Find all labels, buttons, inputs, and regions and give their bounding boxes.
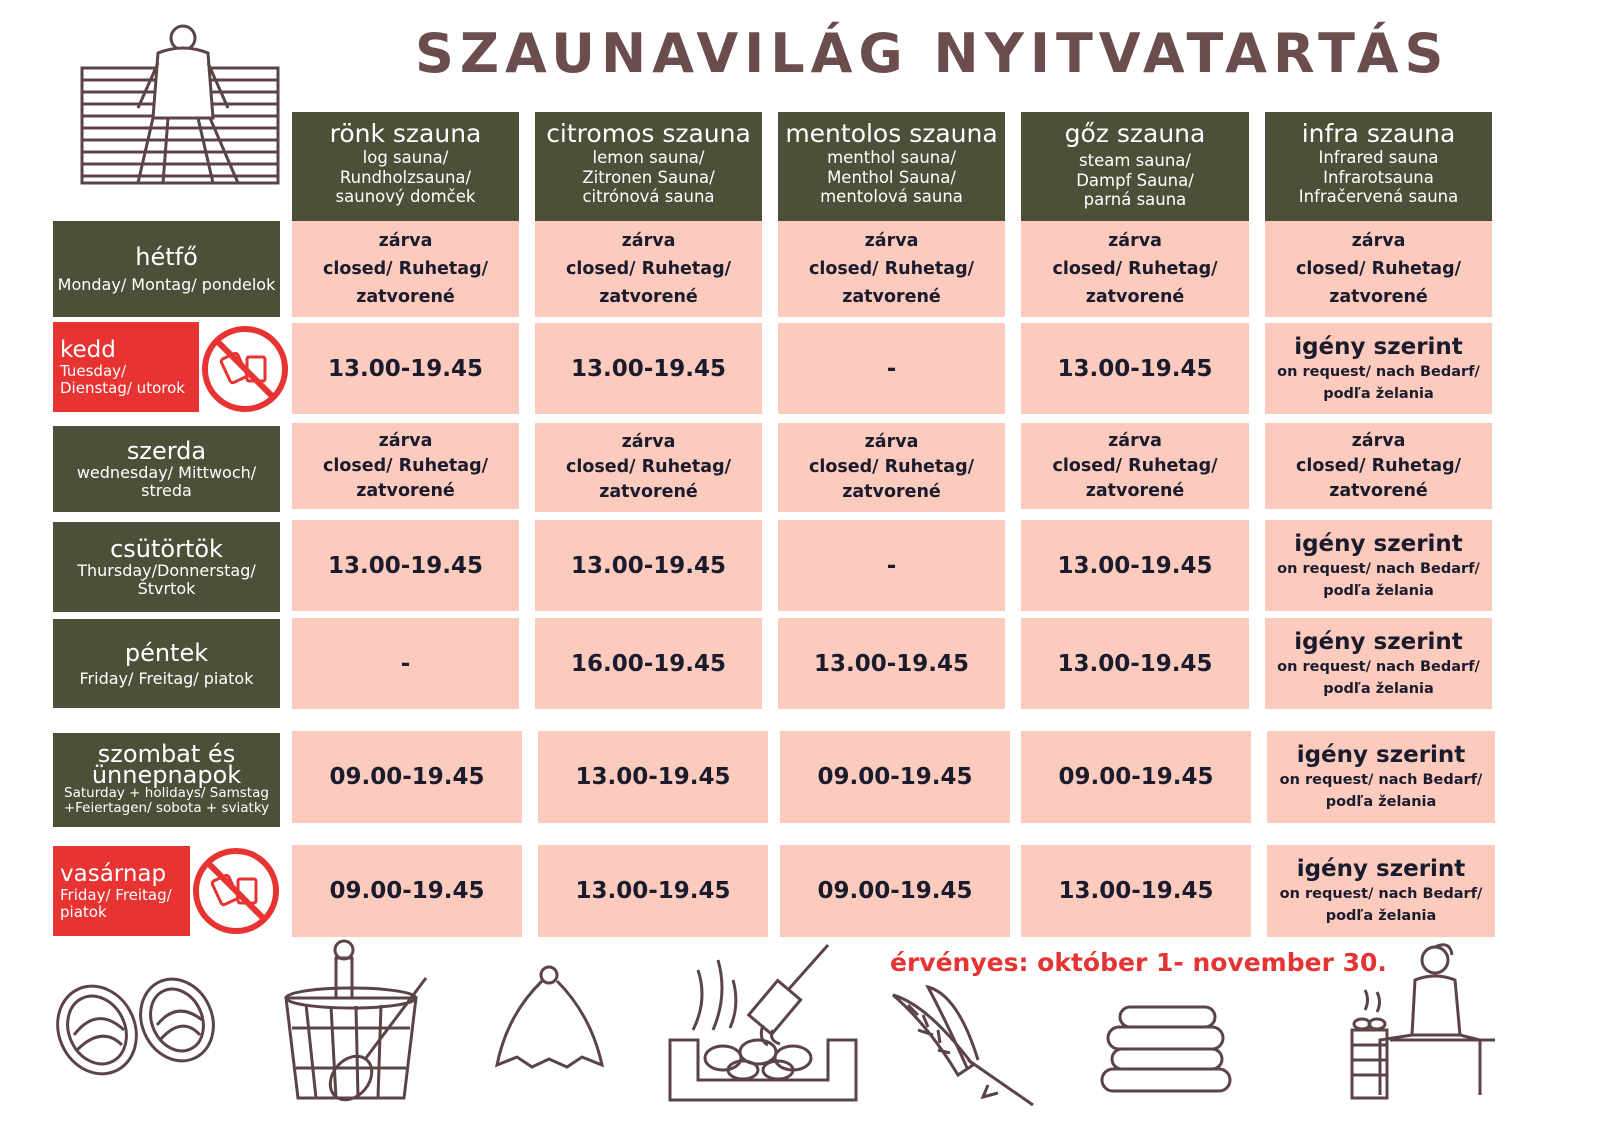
day-title: péntek	[124, 638, 209, 667]
schedule-cell-monday-lemon	[535, 221, 762, 317]
schedule-cell-wednesday-infra	[1265, 423, 1492, 509]
day-title: szombat és	[97, 740, 236, 768]
closed-text: zárva	[1351, 430, 1406, 451]
request-text: podľa želania	[1323, 680, 1434, 697]
sitting-person-icon	[1350, 940, 1498, 1100]
request-text: on request/ nach Bedarf/	[1279, 886, 1483, 902]
day-subtitle: Friday/ Freitag/ piatok	[79, 668, 254, 688]
schedule-cell-saturday-infra	[1267, 731, 1495, 823]
schedule-cell-friday-menthol	[778, 618, 1005, 709]
time-text: 13.00-19.45	[1057, 552, 1213, 579]
closed-text: zatvorené	[356, 287, 455, 307]
request-text: on request/ nach Bedarf/	[1277, 560, 1480, 577]
time-text: 09.00-19.45	[817, 878, 973, 904]
closed-text: closed/ Ruhetag/	[565, 457, 732, 477]
time-text: 16.00-19.45	[570, 650, 727, 677]
day-subtitle: +Feiertagen/ sobota + sviatky	[63, 800, 270, 816]
birch-whisk-icon	[888, 985, 1038, 1110]
schedule-cell-wednesday-log	[292, 423, 519, 509]
schedule-cell-sunday-log	[292, 845, 522, 937]
column-header-infra-sauna	[1265, 112, 1492, 221]
closed-text: closed/ Ruhetag/	[322, 455, 489, 476]
column-title: citromos szauna	[546, 119, 751, 148]
closed-text: zatvorené	[842, 482, 941, 502]
closed-text: zatvorené	[1085, 287, 1185, 307]
closed-text: zatvorené	[356, 480, 455, 501]
schedule-cell-monday-menthol	[778, 221, 1005, 317]
column-subtitle: Dampf Sauna/	[1076, 170, 1194, 190]
schedule-cell-wednesday-steam	[1021, 423, 1249, 509]
schedule-cell-saturday-menthol	[780, 731, 1010, 823]
towels-icon	[1100, 1005, 1235, 1093]
column-header-steam-sauna	[1021, 112, 1249, 221]
day-subtitle: Saturday + holidays/ Samstag	[64, 785, 269, 801]
schedule-cell-sunday-menthol	[780, 845, 1010, 937]
column-subtitle: saunový domček	[335, 187, 476, 206]
request-text: igény szerint	[1296, 856, 1466, 882]
closed-text: zárva	[378, 231, 433, 251]
day-label-thursday	[53, 522, 280, 612]
closed-text: closed/ Ruhetag/	[808, 457, 975, 477]
column-title: mentolos szauna	[785, 119, 998, 148]
day-label-saturday	[53, 733, 280, 827]
schedule-cell-monday-infra	[1265, 221, 1492, 317]
column-subtitle: mentolová sauna	[820, 187, 963, 206]
schedule-cell-thursday-menthol	[778, 520, 1005, 611]
closed-text: zatvorené	[1085, 480, 1185, 501]
no-sauna-ritual-icon	[192, 847, 280, 935]
closed-text: closed/ Ruhetag/	[1295, 455, 1462, 476]
time-text: -	[400, 650, 411, 677]
time-text: 13.00-19.45	[570, 355, 727, 382]
closed-text: zárva	[621, 432, 676, 452]
schedule-cell-saturday-lemon	[538, 731, 768, 823]
time-text: -	[886, 552, 897, 579]
day-subtitle: Dienstag/ utorok	[60, 378, 185, 397]
column-subtitle: Menthol Sauna/	[827, 167, 956, 187]
column-subtitle: menthol sauna/	[827, 148, 956, 167]
slippers-icon	[52, 975, 222, 1080]
request-text: igény szerint	[1296, 742, 1466, 768]
request-text: podľa želania	[1323, 385, 1434, 402]
day-subtitle: streda	[141, 481, 192, 500]
closed-text: zárva	[378, 430, 433, 451]
column-subtitle: Infrared sauna	[1318, 148, 1439, 167]
schedule-cell-sunday-infra	[1267, 845, 1495, 937]
closed-text: closed/ Ruhetag/	[1052, 259, 1218, 279]
time-text: 13.00-19.45	[1058, 878, 1214, 904]
time-text: 13.00-19.45	[1057, 355, 1213, 382]
day-label-sunday	[53, 846, 190, 936]
schedule-cell-sunday-lemon	[538, 845, 768, 937]
day-title: vasárnap	[60, 860, 167, 887]
stones-brush-icon	[668, 940, 858, 1105]
closed-text: closed/ Ruhetag/	[565, 259, 732, 279]
time-text: 09.00-19.45	[1058, 764, 1214, 790]
day-label-monday	[53, 221, 280, 317]
day-title: ünnepnapok	[91, 761, 242, 789]
request-text: podľa želania	[1325, 908, 1437, 924]
closed-text: zárva	[1108, 430, 1162, 451]
schedule-cell-saturday-log	[292, 731, 522, 823]
closed-text: zatvorené	[599, 482, 698, 502]
closed-text: closed/ Ruhetag/	[1052, 455, 1218, 476]
schedule-cell-friday-infra	[1265, 618, 1492, 709]
closed-text: zárva	[621, 231, 676, 251]
time-text: 09.00-19.45	[329, 878, 485, 904]
day-subtitle: piatok	[60, 902, 107, 921]
time-text: 13.00-19.45	[570, 552, 727, 579]
time-text: 09.00-19.45	[329, 764, 485, 790]
schedule-cell-thursday-steam	[1021, 520, 1249, 611]
bucket-ladle-icon	[276, 938, 431, 1106]
day-title: szerda	[126, 437, 207, 465]
time-text: 13.00-19.45	[327, 552, 484, 579]
day-subtitle: Friday/ Freitag/	[60, 885, 172, 904]
request-text: igény szerint	[1294, 333, 1463, 360]
column-subtitle: log sauna/	[362, 148, 449, 167]
schedule-cell-wednesday-menthol	[778, 423, 1005, 512]
schedule-cell-friday-steam	[1021, 618, 1249, 709]
schedule-cell-sunday-steam	[1021, 845, 1251, 937]
column-subtitle: parná sauna	[1083, 190, 1187, 209]
day-subtitle: Monday/ Montag/ pondelok	[57, 275, 276, 294]
schedule-cell-tuesday-steam	[1021, 323, 1249, 414]
closed-text: closed/ Ruhetag/	[322, 259, 489, 279]
column-subtitle: Infračervená sauna	[1298, 187, 1459, 206]
time-text: 13.00-19.45	[1057, 650, 1213, 677]
column-subtitle: steam sauna/	[1079, 151, 1191, 170]
closed-text: zatvorené	[1329, 480, 1428, 501]
closed-text: closed/ Ruhetag/	[808, 259, 975, 279]
column-subtitle: Infrarotsauna	[1323, 167, 1434, 187]
time-text: 13.00-19.45	[327, 355, 484, 382]
request-text: on request/ nach Bedarf/	[1277, 363, 1480, 380]
schedule-cell-tuesday-infra	[1265, 323, 1492, 414]
schedule-cell-thursday-infra	[1265, 520, 1492, 611]
column-header-lemon-sauna	[535, 112, 762, 221]
schedule-cell-tuesday-lemon	[535, 323, 762, 414]
column-header-log-sauna	[292, 112, 519, 221]
sauna-hat-icon	[487, 965, 612, 1075]
column-title: gőz szauna	[1064, 119, 1206, 148]
day-subtitle: Tuesday/	[60, 361, 127, 380]
time-text: 13.00-19.45	[575, 878, 731, 904]
time-text: 13.00-19.45	[813, 650, 970, 677]
column-header-menthol-sauna	[778, 112, 1005, 221]
request-text: podľa želania	[1325, 794, 1437, 810]
column-title: rönk szauna	[329, 119, 482, 148]
schedule-cell-tuesday-log	[292, 323, 519, 414]
time-text: 09.00-19.45	[817, 764, 973, 790]
day-subtitle: Thursday/Donnerstag/	[77, 561, 256, 580]
day-subtitle: Štvrtok	[137, 579, 196, 598]
time-text: 13.00-19.45	[575, 764, 731, 790]
day-title: kedd	[60, 336, 116, 363]
request-text: podľa želania	[1323, 582, 1434, 599]
day-title: hétfő	[135, 243, 198, 271]
closed-text: zárva	[864, 231, 919, 251]
closed-text: zárva	[864, 432, 919, 452]
schedule-cell-thursday-log	[292, 520, 519, 611]
schedule-cell-saturday-steam	[1021, 731, 1251, 823]
day-title: csütörtök	[110, 535, 223, 563]
day-label-friday	[53, 619, 280, 708]
closed-text: zatvorené	[842, 287, 941, 307]
closed-text: zatvorené	[599, 287, 698, 307]
schedule-cell-wednesday-lemon	[535, 423, 762, 512]
request-text: on request/ nach Bedarf/	[1277, 658, 1480, 675]
schedule-cell-tuesday-menthol	[778, 323, 1005, 414]
schedule-cell-friday-log	[292, 618, 519, 709]
column-subtitle: lemon sauna/	[592, 148, 705, 167]
schedule-cell-monday-steam	[1021, 221, 1249, 317]
request-text: on request/ nach Bedarf/	[1279, 772, 1483, 788]
closed-text: zatvorené	[1329, 287, 1428, 307]
time-text: -	[886, 355, 897, 382]
no-sauna-ritual-icon	[201, 325, 289, 413]
schedule-cell-thursday-lemon	[535, 520, 762, 611]
column-subtitle: Zitronen Sauna/	[582, 167, 715, 187]
day-subtitle: wednesday/ Mittwoch/	[76, 463, 257, 482]
column-subtitle: citrónová sauna	[582, 187, 715, 206]
validity-text: érvényes: október 1- november 30.	[890, 948, 1387, 977]
column-subtitle: Rundholzsauna/	[339, 167, 472, 187]
closed-text: zárva	[1108, 231, 1162, 251]
page-title: SZAUNAVILÁG NYITVATARTÁS	[415, 22, 1450, 85]
request-text: igény szerint	[1294, 628, 1463, 655]
closed-text: closed/ Ruhetag/	[1295, 259, 1462, 279]
schedule-cell-monday-log	[292, 221, 519, 317]
column-title: infra szauna	[1301, 119, 1456, 148]
day-label-wednesday	[53, 426, 280, 512]
schedule-cell-friday-lemon	[535, 618, 762, 709]
request-text: igény szerint	[1294, 530, 1463, 557]
day-label-tuesday	[53, 322, 199, 412]
closed-text: zárva	[1351, 231, 1406, 251]
sauna-person-icon	[78, 18, 283, 188]
